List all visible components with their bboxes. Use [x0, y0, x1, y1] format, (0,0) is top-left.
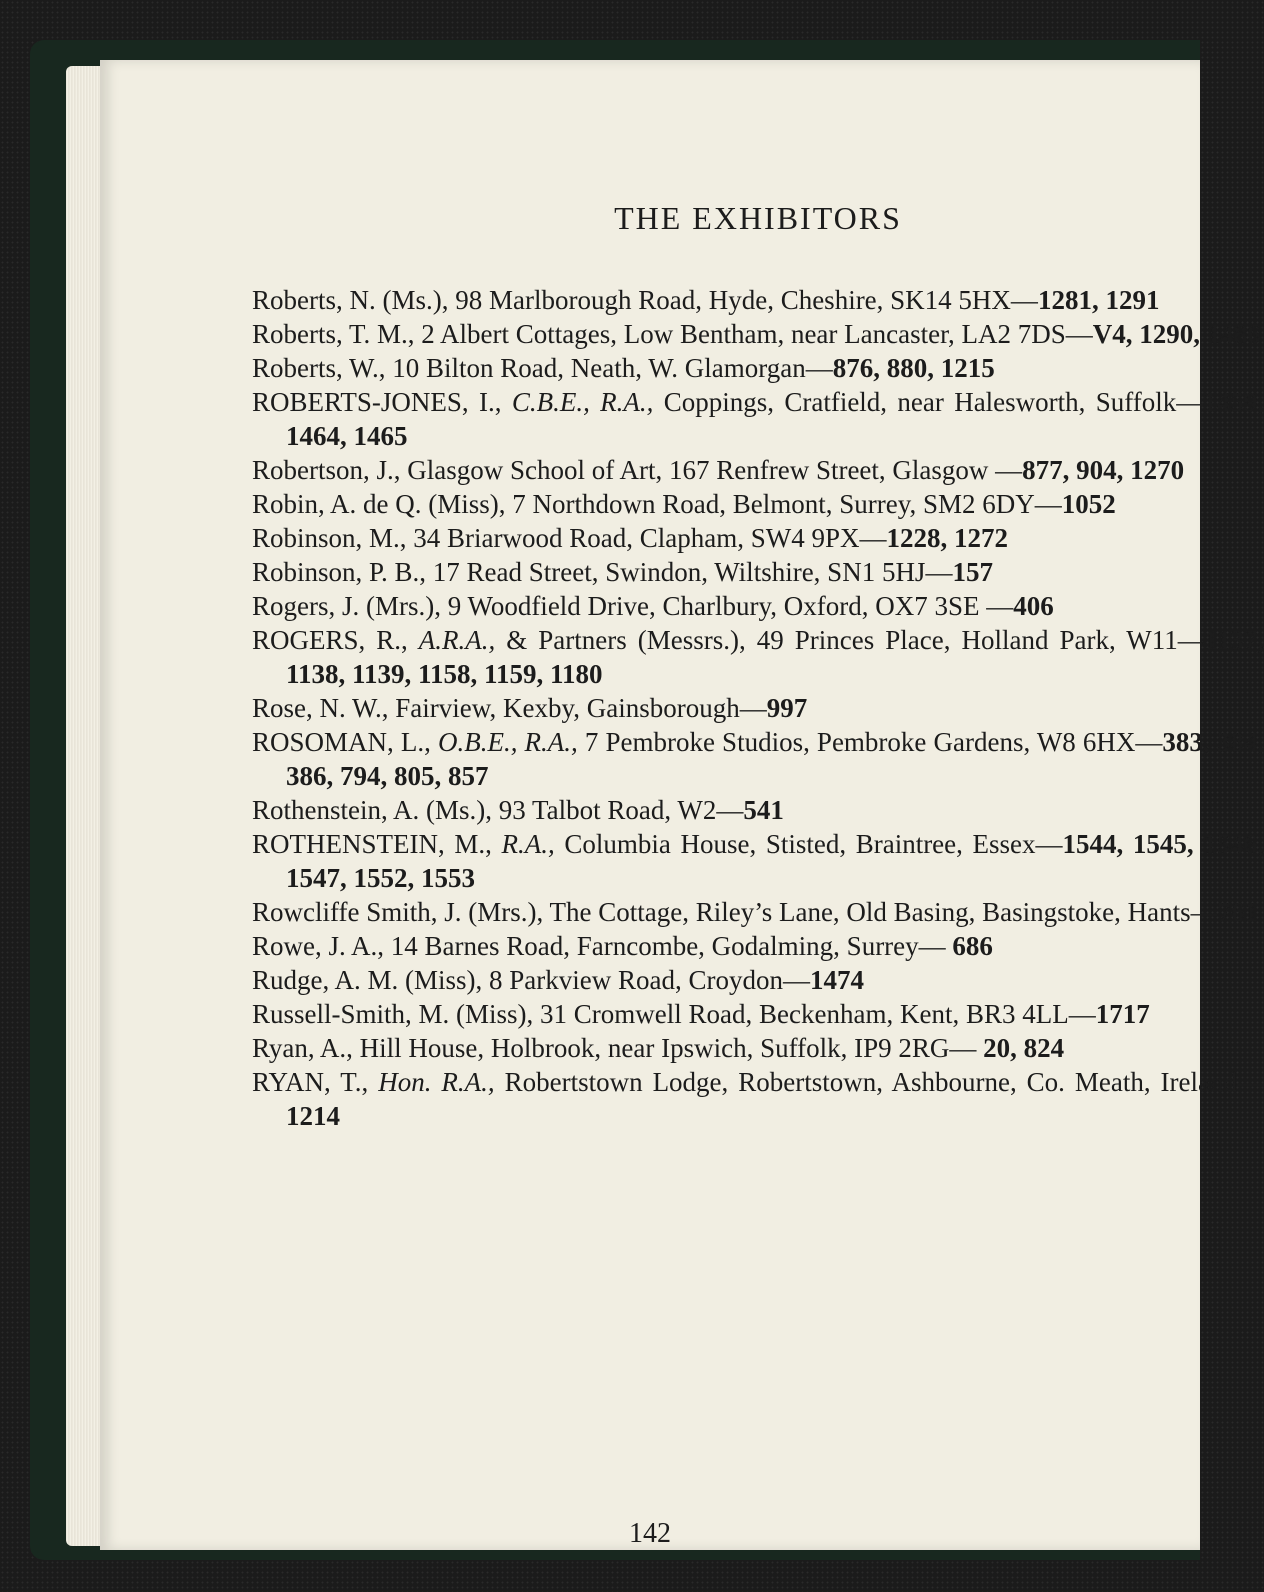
exhibitor-address: & Partners (Messrs.), 49 Princes Place, Holland Park, W11—: [495, 625, 1205, 655]
catalogue-numbers: 1544, 1545, 1546, 1547, 1552, 1553: [286, 829, 1264, 893]
exhibitor-address: Coppings, Cratfield, near Halesworth, Suffolk—: [653, 387, 1204, 417]
exhibitor-entry: [252, 453, 1264, 487]
exhibitor-entry: [252, 929, 1264, 963]
exhibitor-honours: A.R.A.,: [418, 625, 496, 655]
exhibitor-entry: [252, 895, 1264, 929]
exhibitor-details: Robinson, M., 34 Briarwood Road, Clapham, SW4 9PX—: [252, 523, 887, 553]
exhibitor-entry: [252, 997, 1264, 1031]
exhibitor-entry: [252, 1031, 1264, 1065]
page-title: THE EXHIBITORS: [614, 200, 902, 236]
exhibitor-details: ROBERTS-JONES, I.,: [252, 387, 512, 417]
exhibitor-address: 7 Pembroke Studios, Pembroke Gardens, W8 6HX—: [577, 727, 1163, 757]
exhibitor-entry: [252, 555, 1264, 589]
exhibitor-honours: Hon. R.A.,: [378, 1067, 495, 1097]
book-page: [100, 60, 1264, 1550]
catalogue-numbers: 997: [766, 693, 808, 723]
exhibitor-entry: [252, 691, 1264, 725]
exhibitor-details: Russell-Smith, M. (Miss), 31 Cromwell Road, Beckenham, Kent, BR3 4LL—: [252, 999, 1096, 1029]
exhibitor-entry: [252, 623, 1264, 691]
exhibitor-entry: [252, 1065, 1264, 1133]
exhibitor-address: Columbia House, Stisted, Braintree, Essex—: [554, 829, 1063, 859]
catalogue-numbers: V4, 1290, 1486: [1092, 319, 1261, 349]
exhibitor-entry: [252, 725, 1264, 793]
catalogue-numbers: 761: [1217, 897, 1259, 927]
catalogue-numbers: 877, 904, 1270: [1022, 455, 1185, 485]
exhibitor-details: ROTHENSTEIN, M.,: [252, 829, 502, 859]
catalogue-numbers: 157: [952, 557, 993, 587]
exhibitor-address: Robertstown Lodge, Robertstown, Ashbourne, Co. Meath, Ireland—: [494, 1067, 1264, 1097]
exhibitor-entry: [252, 793, 1264, 827]
exhibitor-details: Robin, A. de Q. (Miss), 7 Northdown Road, Belmont, Surrey, SM2 6DY—: [252, 489, 1062, 519]
catalogue-numbers: 1214: [286, 1101, 340, 1131]
page-content: [252, 200, 1264, 1133]
exhibitor-details: Roberts, N. (Ms.), 98 Marlborough Road, Hyde, Cheshire, SK14 5HX—: [252, 285, 1038, 315]
exhibitor-details: ROGERS, R.,: [252, 625, 419, 655]
exhibitor-details: Rogers, J. (Mrs.), 9 Woodfield Drive, Charlbury, Oxford, OX7 3SE —: [252, 591, 1014, 621]
catalogue-numbers: 1717: [1095, 999, 1150, 1029]
catalogue-numbers: 686: [952, 931, 993, 961]
exhibitor-details: Robinson, P. B., 17 Read Street, Swindon, Wiltshire, SN1 5HJ—: [252, 557, 953, 587]
catalogue-numbers: 1281, 1291: [1037, 285, 1160, 315]
exhibitor-details: Rothenstein, A. (Ms.), 93 Talbot Road, W2—: [252, 795, 744, 825]
exhibitor-details: ROSOMAN, L.,: [252, 727, 438, 757]
exhibitor-list: [252, 283, 1264, 1133]
catalogue-numbers: 876, 880, 1215: [832, 353, 995, 383]
exhibitor-entry: [252, 963, 1264, 997]
catalogue-numbers: 1459, 1464, 1465: [286, 387, 1264, 451]
exhibitor-details: Rowcliffe Smith, J. (Mrs.), The Cottage, Riley’s Lane, Old Basing, Basingstoke, Hants—: [252, 897, 1218, 927]
exhibitor-details: Rudge, A. M. (Miss), 8 Parkview Road, Croydon—: [252, 965, 810, 995]
exhibitor-details: Roberts, W., 10 Bilton Road, Neath, W. Glamorgan—: [252, 353, 833, 383]
catalogue-numbers: 1137, 1138, 1139, 1158, 1159, 1180: [286, 625, 1264, 689]
catalogue-numbers: 1474: [809, 965, 864, 995]
exhibitor-details: Rowe, J. A., 14 Barnes Road, Farncombe, Godalming, Surrey—: [252, 931, 953, 961]
catalogue-numbers: 1052: [1061, 489, 1116, 519]
exhibitor-honours: C.B.E., R.A.,: [511, 387, 654, 417]
exhibitor-details: Rose, N. W., Fairview, Kexby, Gainsborough—: [252, 693, 767, 723]
catalogue-numbers: 406: [1013, 591, 1054, 621]
exhibitor-details: Ryan, A., Hill House, Holbrook, near Ipswich, Suffolk, IP9 2RG—: [252, 1033, 984, 1063]
exhibitor-entry: [252, 385, 1264, 453]
exhibitor-honours: O.B.E., R.A.,: [437, 727, 578, 757]
exhibitor-entry: [252, 827, 1264, 895]
catalogue-numbers: 541: [743, 795, 784, 825]
exhibitor-entry: [252, 487, 1264, 521]
exhibitor-entry: [252, 283, 1264, 317]
catalogue-numbers: 383, 384, 386, 794, 805, 857: [286, 727, 1264, 791]
exhibitor-details: RYAN, T.,: [252, 1067, 379, 1097]
exhibitor-details: Roberts, T. M., 2 Albert Cottages, Low Bentham, near Lancaster, LA2 7DS—: [252, 319, 1093, 349]
exhibitor-honours: R.A.,: [501, 829, 555, 859]
exhibitor-entry: [252, 317, 1264, 351]
exhibitor-entry: [252, 589, 1264, 623]
page-number: 142: [629, 1518, 671, 1549]
catalogue-numbers: 1228, 1272: [886, 523, 1008, 553]
exhibitor-entry: [252, 521, 1264, 555]
catalogue-numbers: 20, 824: [983, 1033, 1065, 1063]
exhibitor-details: Robertson, J., Glasgow School of Art, 167 Renfrew Street, Glasgow —: [252, 455, 1023, 485]
exhibitor-entry: [252, 351, 1264, 385]
